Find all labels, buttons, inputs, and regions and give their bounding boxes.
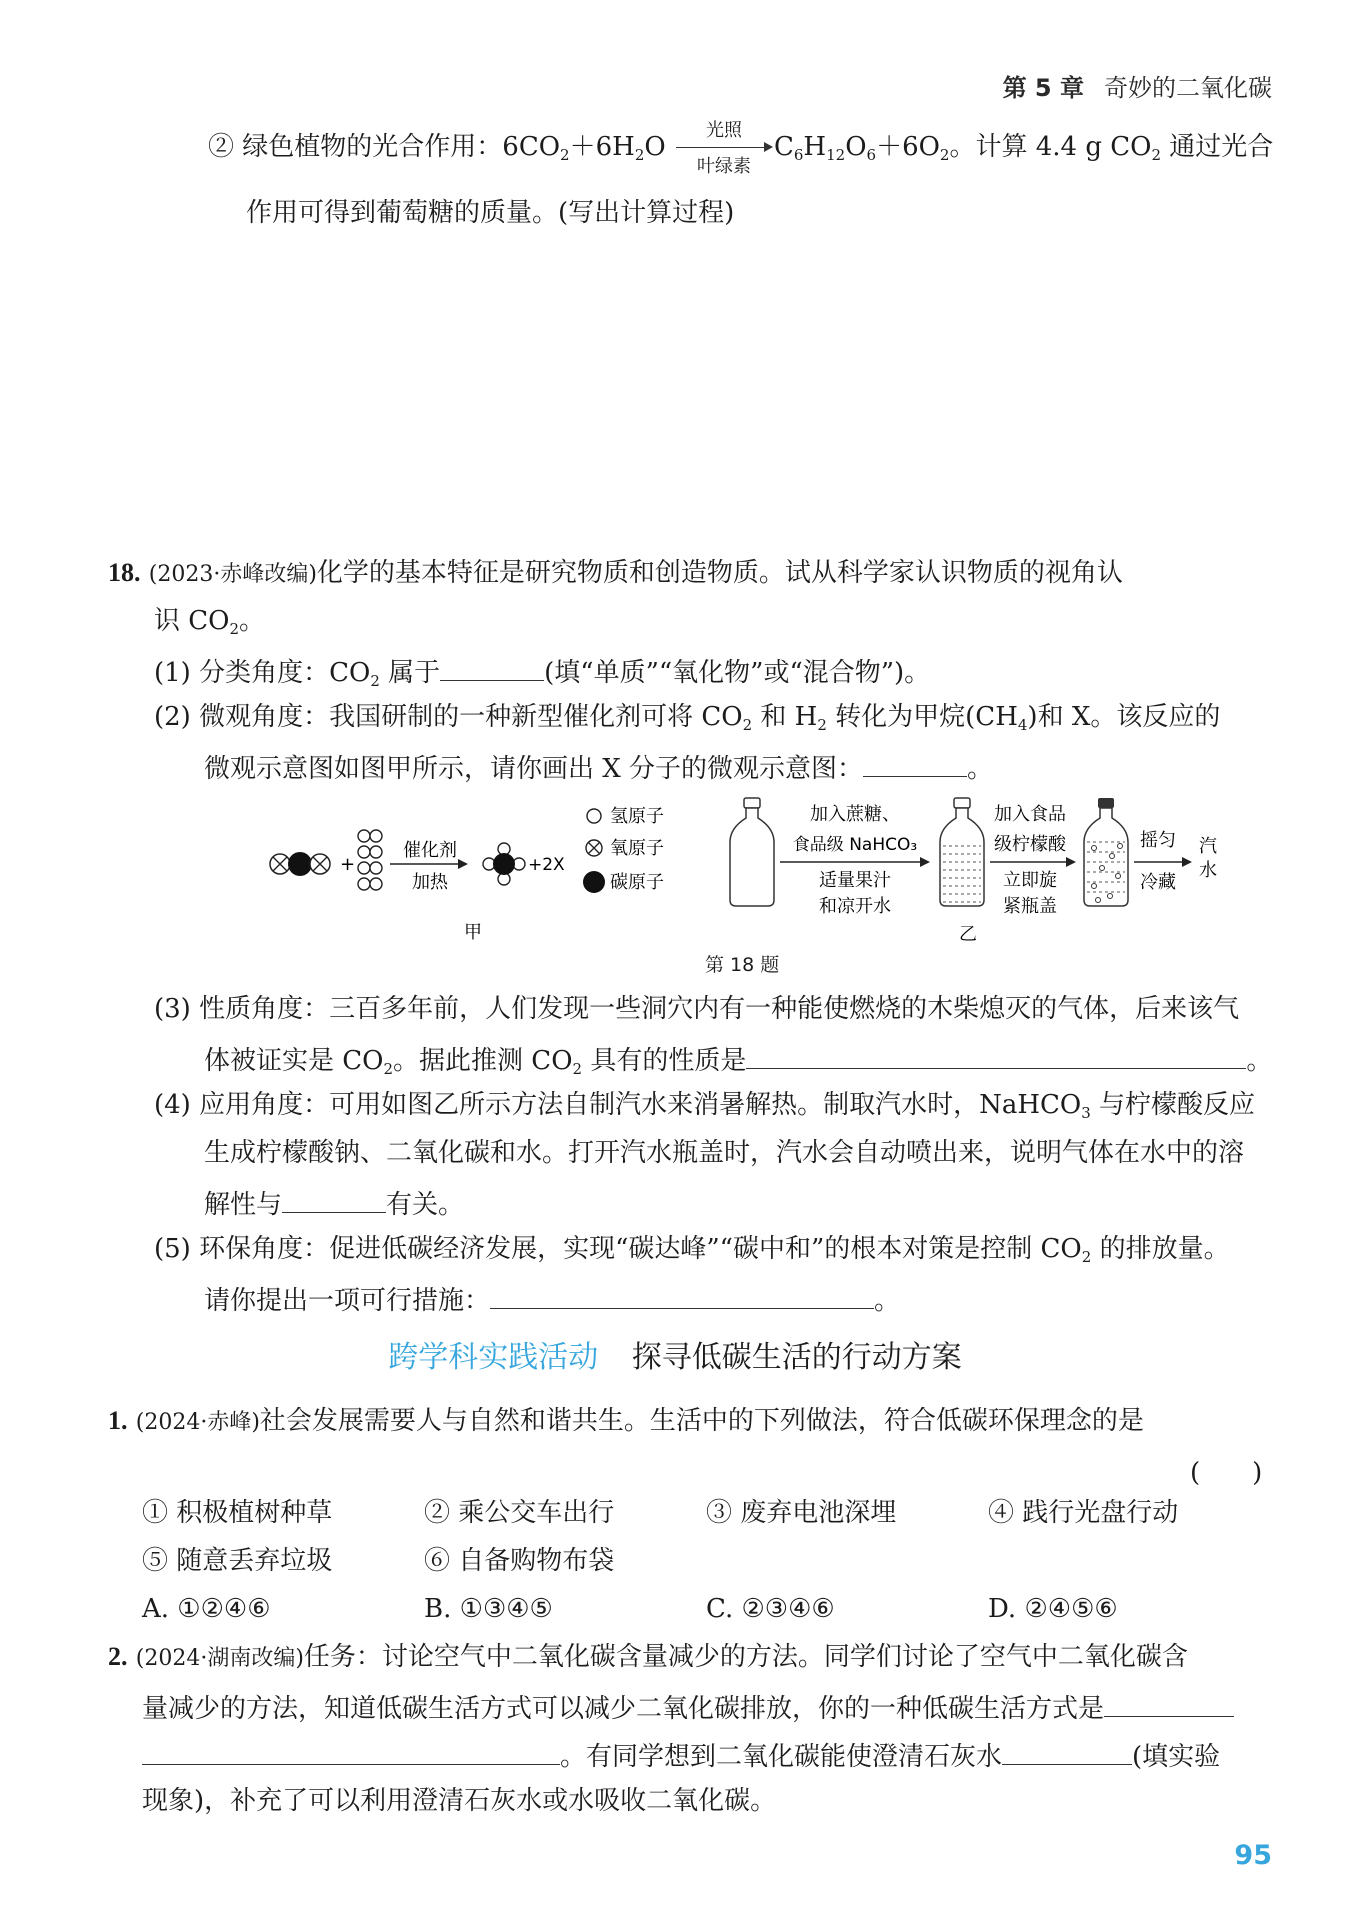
chapter-number: 第 5 章 — [1002, 74, 1084, 102]
step1-bot1: 适量果汁 — [819, 870, 891, 891]
s1-stem — [108, 1406, 1144, 1438]
reactant-h2-molecules — [358, 830, 382, 890]
s2-line3 — [142, 1738, 1220, 1772]
step3-top2: 冷藏 — [1140, 872, 1176, 893]
reactant-co2-molecule — [270, 852, 330, 876]
text: (填实验 — [1132, 1742, 1221, 1772]
step3-arrow — [1134, 830, 1217, 893]
text: O — [644, 132, 666, 162]
text: 解性与 — [204, 1190, 283, 1220]
text: 体被证实是 CO — [204, 1046, 384, 1076]
s1-item-1: ① 积极植树种草 — [142, 1498, 333, 1528]
question-number: 2. — [108, 1642, 128, 1671]
legend-carbon: 碳原子 — [610, 872, 664, 893]
step1-top2: 食品级 NaHCO₃ — [792, 835, 918, 855]
step2-bot1: 立即旋 — [1003, 870, 1057, 891]
bottle-with-bubbles — [1084, 798, 1128, 906]
q18-part4-line1: (4) 应用角度：可用如图乙所示方法自制汽水来消暑解热。制取汽水时，NaHCO$_3$ 与柠檬酸反应 — [154, 1090, 1256, 1122]
text: H — [803, 132, 827, 162]
s1-item-6: ⑥ 自备购物布袋 — [424, 1546, 615, 1576]
answer-blank[interactable] — [1002, 1738, 1132, 1765]
question-number: 1. — [108, 1406, 128, 1435]
text: (1) 分类角度：CO — [154, 658, 371, 688]
q18-part5-line1: (5) 环保角度：促进低碳经济发展，实现“碳达峰”“碳中和”的根本对策是控制 $CO_2$ 的排放量。 — [154, 1234, 1230, 1266]
text: 社会发展需要人与自然和谐共生。生活中的下列做法，符合低碳环保理念的是 — [259, 1406, 1144, 1436]
answer-blank[interactable] — [282, 1186, 386, 1213]
legend — [583, 806, 664, 893]
product-ch4-molecule — [483, 843, 525, 885]
result-2: 水 — [1199, 860, 1217, 881]
q18-stem-line1 — [108, 558, 1123, 590]
text: 转化为甲烷(CH — [835, 702, 1018, 732]
text: O — [845, 132, 867, 162]
text: 的排放量。 — [1099, 1234, 1230, 1264]
section-heading — [0, 1332, 1350, 1376]
q17-part2-line1: ② 绿色植物的光合作用：$6CO_2+6H_2O$ 光照 叶绿素 $C_6H_{12}O_6+6O_2$。计算 4.4 g $CO_2$ 通过光合 — [208, 132, 1273, 170]
condition-top: 光照 — [705, 120, 742, 141]
label-jia: 甲 — [464, 922, 482, 943]
condition-heat: 加热 — [412, 872, 448, 893]
text: 任务：讨论空气中二氧化碳含量减少的方法。同学们讨论了空气中二氧化碳含 — [303, 1642, 1188, 1672]
step2-arrow — [990, 804, 1076, 917]
text: 。 — [874, 1286, 901, 1316]
text: 。计算 4.4 g CO — [949, 132, 1152, 162]
text: (5) 环保角度：促进低碳经济发展，实现“碳达峰”“碳中和”的根本对策是控制 CO — [154, 1234, 1082, 1264]
reaction-arrow — [674, 120, 774, 177]
text: 量减少的方法，知道低碳生活方式可以减少二氧化碳排放，你的一种低碳生活方式是 — [142, 1694, 1105, 1724]
answer-blank[interactable] — [1104, 1690, 1234, 1717]
text: 具有的性质是 — [590, 1046, 747, 1076]
chapter-header — [1003, 68, 1272, 103]
q18-part2-line1: (2) 微观角度：我国研制的一种新型催化剂可将 $CO_2$ 和 $H_2$ 转化为甲烷$(CH_4)$和 X。该反应的 — [154, 702, 1221, 734]
result-1: 汽 — [1199, 836, 1217, 857]
q18-part3-line1: (3) 性质角度：三百多年前，人们发现一些洞穴内有一种能使燃烧的木柴熄灭的气体，后来该气 — [154, 994, 1240, 1024]
item-mark: ② — [208, 132, 235, 162]
q18-part3-line2: 体被证实是 $CO_2$。据此推测 $CO_2$ 具有的性质是 。 — [204, 1042, 1272, 1084]
q18-part1: (1) 分类角度：$CO_2$ 属于 (填“单质”“氧化物”或“混合物”)。 — [154, 654, 930, 696]
s2-line2 — [142, 1690, 1234, 1724]
step1-bot2: 和凉开水 — [819, 896, 891, 917]
option-a[interactable]: A. ①②④⑥ — [142, 1594, 271, 1624]
q18-part4-line3 — [204, 1186, 464, 1220]
q18-part2-line2 — [204, 750, 993, 784]
q18-part5-line2 — [204, 1282, 900, 1316]
text: 属于 — [388, 658, 441, 688]
text: 。有同学想到二氧化碳能使澄清石灰水 — [560, 1742, 1003, 1772]
question-number: 18. — [108, 558, 141, 587]
s1-item-5: ⑤ 随意丢弃垃圾 — [142, 1546, 333, 1576]
catalyst-arrow — [390, 840, 468, 893]
text: 。 — [1246, 1046, 1273, 1076]
text: )和 X。该反应的 — [1027, 702, 1221, 732]
text: 和 H — [760, 702, 818, 732]
text: ＋6O — [876, 132, 940, 162]
answer-blank[interactable] — [863, 750, 967, 777]
text: 识 CO — [154, 606, 230, 636]
answer-blank[interactable] — [440, 654, 544, 681]
text: (2) 微观角度：我国研制的一种新型催化剂可将 CO — [154, 702, 743, 732]
question-source: (2024·湖南改编) — [135, 1646, 304, 1671]
text: 。 — [967, 754, 994, 784]
text: (4) 应用角度：可用如图乙所示方法自制汽水来消暑解热。制取汽水时，NaHCO — [154, 1090, 1082, 1120]
step1-arrow — [780, 804, 930, 917]
plus-sign: + — [340, 854, 356, 875]
text: 请你提出一项可行措施： — [204, 1286, 491, 1316]
section-label: 跨学科实践活动 — [388, 1340, 599, 1375]
text: C — [773, 132, 794, 162]
bottle-with-liquid — [940, 798, 984, 906]
text: 。据此推测 CO — [393, 1046, 573, 1076]
figure-caption: 第 18 题 — [705, 954, 780, 976]
plus-2x: +2X — [528, 855, 565, 875]
text: 通过光合 — [1169, 132, 1274, 162]
legend-oxygen: 氧原子 — [610, 838, 664, 859]
text: 微观示意图如图甲所示，请你画出 X 分子的微观示意图： — [204, 754, 864, 784]
step2-top2: 级柠檬酸 — [994, 834, 1066, 855]
page-number: 95 — [1234, 1840, 1272, 1871]
text: 绿色植物的光合作用：6CO — [242, 132, 561, 162]
step2-bot2: 紧瓶盖 — [1003, 896, 1057, 917]
q17-part2-line2: 作用可得到葡萄糖的质量。(写出计算过程) — [246, 198, 735, 228]
question-source: (2023·赤峰改编) — [148, 562, 317, 587]
step2-top1: 加入食品 — [994, 804, 1066, 825]
label-yi: 乙 — [959, 924, 977, 945]
answer-blank[interactable] — [142, 1738, 560, 1765]
condition-bottom: 叶绿素 — [696, 156, 751, 177]
text: ＋6H — [569, 132, 635, 162]
text: 与柠檬酸反应 — [1099, 1090, 1256, 1120]
option-b[interactable]: B. ①③④⑤ — [424, 1594, 553, 1624]
text: 化学的基本特征是研究物质和创造物质。试从科学家认识物质的视角认 — [316, 558, 1123, 588]
s2-line4: 现象)，补充了可以利用澄清石灰水或水吸收二氧化碳。 — [142, 1786, 777, 1816]
step3-top1: 摇匀 — [1140, 830, 1176, 851]
question-source: (2024·赤峰) — [135, 1410, 260, 1435]
section-title: 探寻低碳生活的行动方案 — [631, 1340, 962, 1375]
figure-18 — [260, 790, 1240, 970]
legend-hydrogen: 氢原子 — [610, 806, 664, 827]
option-d[interactable]: D. ②④⑤⑥ — [988, 1594, 1118, 1624]
text: 有关。 — [386, 1190, 465, 1220]
s1-item-4: ④ 践行光盘行动 — [988, 1498, 1179, 1528]
condition-catalyst: 催化剂 — [403, 840, 457, 861]
text: (填“单质”“氧化物”或“混合物”)。 — [544, 658, 931, 688]
s1-item-2: ② 乘公交车出行 — [424, 1498, 615, 1528]
s2-line1 — [108, 1642, 1188, 1674]
s1-item-3: ③ 废弃电池深埋 — [706, 1498, 897, 1528]
chapter-title: 奇妙的二氧化碳 — [1104, 74, 1272, 102]
answer-blank[interactable] — [490, 1282, 874, 1309]
q18-part4-line2: 生成柠檬酸钠、二氧化碳和水。打开汽水瓶盖时，汽水会自动喷出来，说明气体在水中的溶 — [204, 1138, 1245, 1168]
q18-stem-line2: 识 $CO_2$。 — [154, 606, 266, 638]
step1-top1: 加入蔗糖、 — [810, 804, 900, 825]
text: 。 — [239, 606, 266, 636]
answer-parentheses[interactable]: ( ) — [1190, 1458, 1263, 1488]
bottle-empty — [730, 798, 774, 906]
answer-blank[interactable] — [746, 1042, 1246, 1069]
option-c[interactable]: C. ②③④⑥ — [706, 1594, 835, 1624]
